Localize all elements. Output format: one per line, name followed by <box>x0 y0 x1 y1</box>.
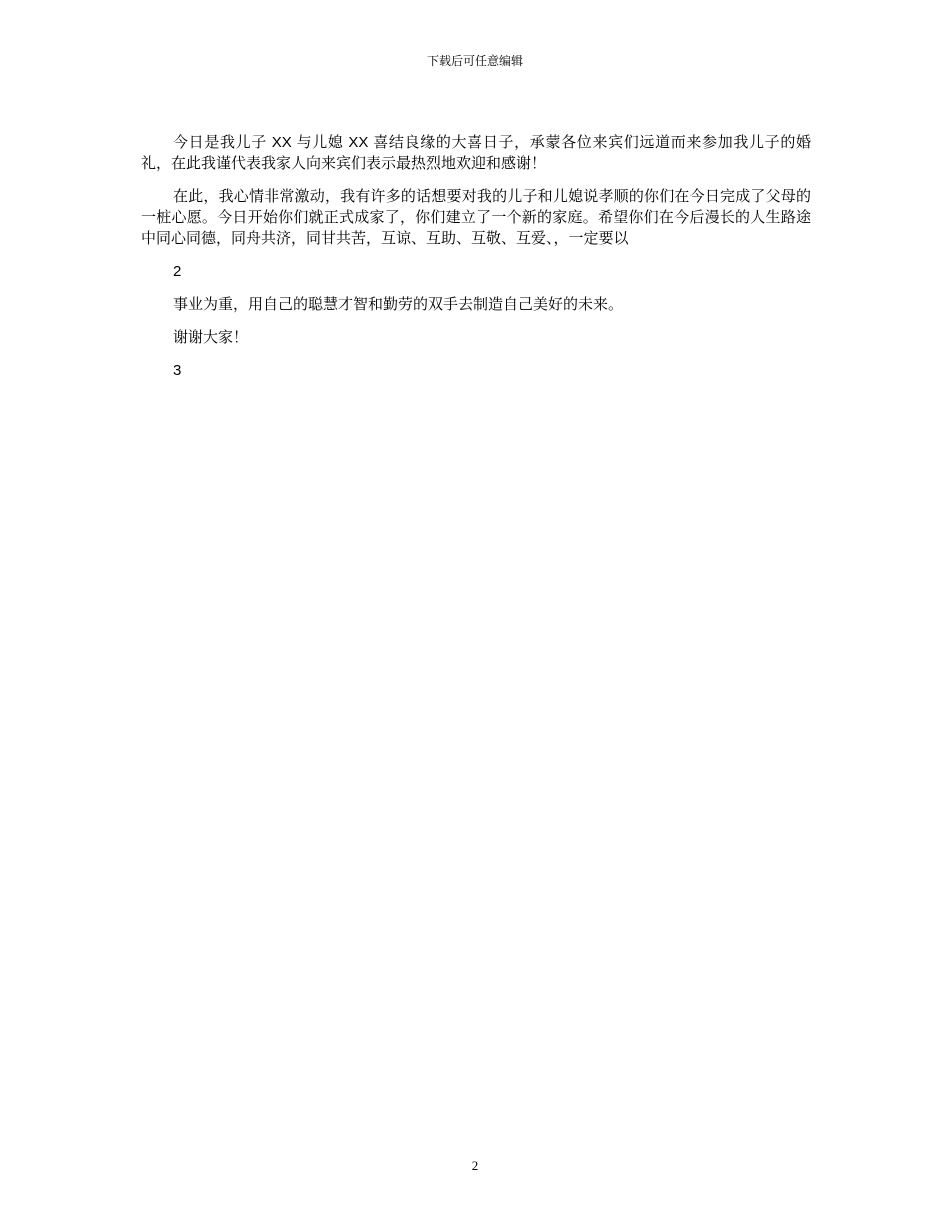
paragraph-thanks: 谢谢大家！ <box>173 329 249 346</box>
page-header: 下载后可任意编辑 <box>426 54 523 68</box>
paragraph-future: 事业为重，用自己的聪慧才智和勤劳的双手去制造自己美好的未来。 <box>173 296 624 313</box>
paragraph-marker-3: 3 <box>173 362 182 379</box>
paragraph-greeting: 今日是我儿子 XX 与儿媳 XX 喜结良缘的大喜日子，承蒙各位来宾们远道而来参加我儿子的婚礼，在此我谨代表我家人向来宾们表示最热烈地欢迎和感谢！ <box>141 134 811 172</box>
document-body <box>141 132 811 393</box>
page-number: 2 <box>471 1158 479 1173</box>
paragraph-marker-2: 2 <box>173 263 182 280</box>
paragraph-wishes: 在此，我心情非常激动，我有许多的话想要对我的儿子和儿媳说孝顺的你们在今日完成了父母的一桩心愿。今日开始你们就正式成家了，你们建立了一个新的家庭。希望你们在今后漫长的人生路途中同心同德，同舟共济，同甘共苦，互谅、互助、互敬、互爱、，一定要以 <box>141 188 811 247</box>
